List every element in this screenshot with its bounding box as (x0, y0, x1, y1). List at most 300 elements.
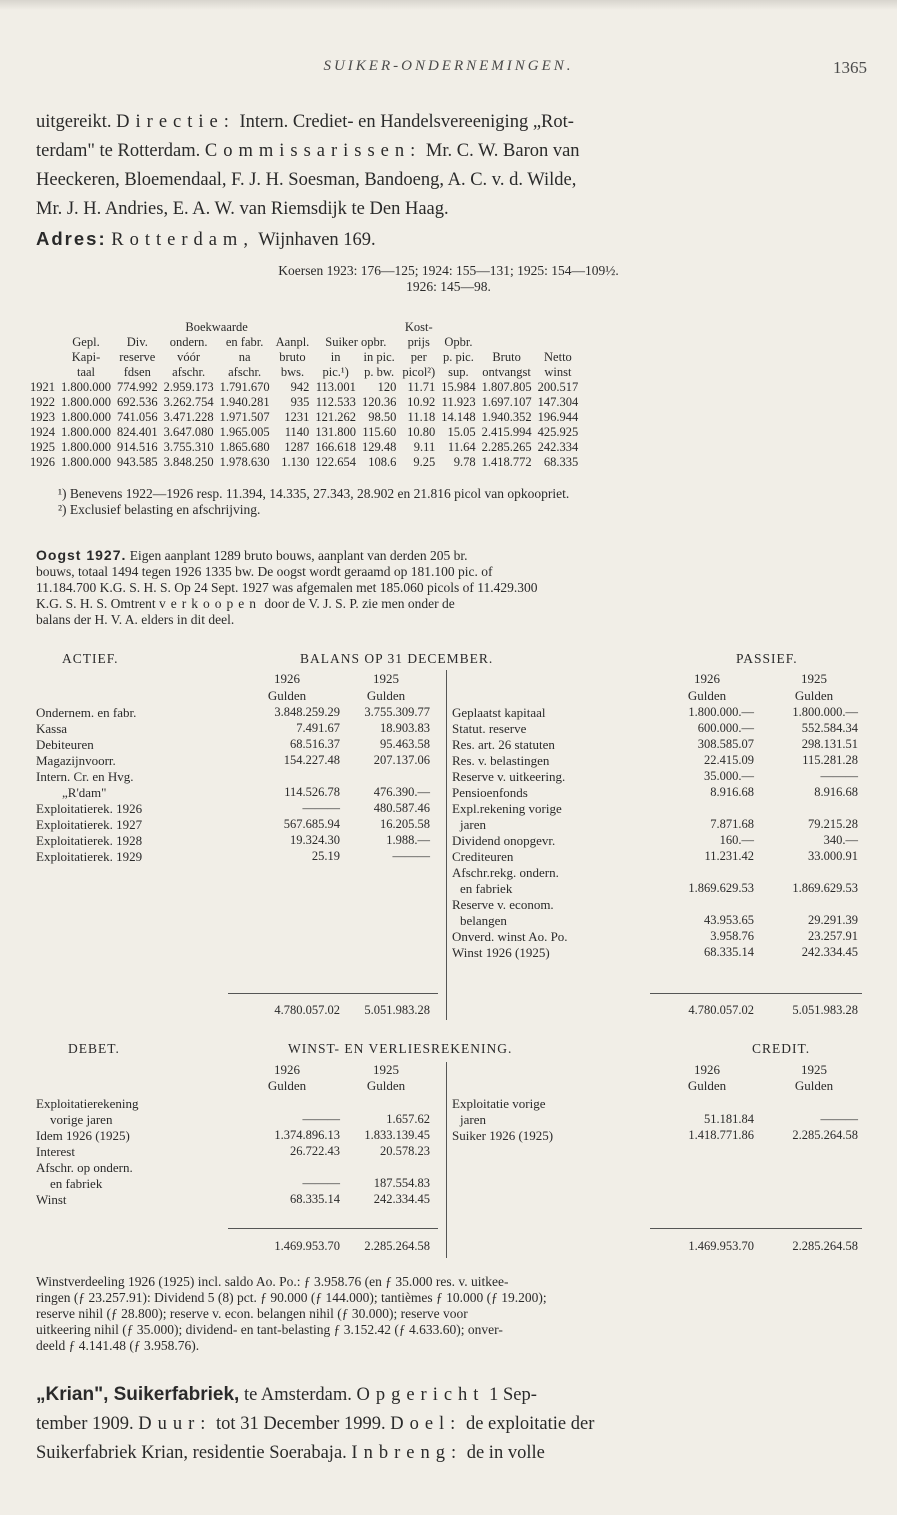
table-cell: 3.755.310 (163, 440, 214, 454)
year-cell: 1924 (30, 425, 55, 439)
winstverdeeling-line: deeld ƒ 4.141.48 (ƒ 3.958.76). (36, 1338, 200, 1353)
col-year-1926: 1926 (274, 671, 300, 686)
table-cell: 15.05 (447, 425, 476, 439)
list-item: Dividend onopgevr. (452, 833, 556, 848)
krian-text: 1 Sep- (489, 1385, 537, 1405)
table-cell: 129.48 (361, 440, 397, 454)
list-item: Exploitatierek. 1927 (36, 817, 143, 832)
table-cell: 935 (290, 395, 310, 409)
table-cell: 196.944 (537, 410, 579, 424)
year-cell: 1923 (30, 410, 55, 424)
table-cell: 108.6 (368, 455, 397, 469)
table-cell: 1140 (284, 425, 310, 439)
table-row (30, 440, 581, 455)
intro-line-4: Mr. J. H. Andries, E. A. W. van Riemsdijk te Den Haag. (36, 199, 449, 219)
total-rule (228, 993, 438, 994)
winstverdeeling-line: Winstverdeeling 1926 (1925) incl. saldo Ao. Po.: ƒ 3.958.76 (en ƒ 35.000 res. v. uitkee- (36, 1274, 509, 1289)
adres-street: Wijnhaven 169. (258, 230, 376, 250)
value-1926: 160.— (719, 833, 754, 847)
krian-text: de in volle (466, 1443, 545, 1463)
header-cell: afschr. (172, 365, 206, 379)
list-item: Interest (36, 1144, 75, 1159)
table-cell: 1.697.107 (481, 395, 532, 409)
value-1925: 298.131.51 (801, 737, 858, 751)
list-item: Afschr. op ondern. (36, 1160, 133, 1175)
table-cell: 3.848.250 (163, 455, 214, 469)
running-header: SUIKER-ONDERNEMINGEN. (323, 58, 574, 74)
header-cell: Aanpl. (275, 335, 310, 349)
header-cell: na (238, 350, 251, 364)
krian-text: te Amsterdam. (243, 1385, 352, 1405)
krian-line-3 (36, 1439, 866, 1468)
header-cell: sup. (448, 365, 469, 379)
value-1925: 340.— (823, 833, 858, 847)
value-1926: 114.526.78 (284, 785, 340, 799)
oogst-line-4 (36, 596, 866, 612)
value-1925: 207.137.06 (373, 753, 430, 767)
intro-text: uitgereikt. (36, 112, 112, 132)
col-year-1926: 1926 (694, 1062, 720, 1077)
value-1925: 33.000.91 (808, 849, 858, 863)
header-cell: Boekwaarde (185, 320, 248, 334)
table-cell: 122.654 (315, 455, 356, 469)
col-unit: Gulden (366, 688, 406, 703)
year-cell: 1921 (30, 380, 55, 394)
header-cell: Opbr. (444, 335, 473, 349)
header-cell: picol²) (402, 365, 436, 379)
header-cell: in pic. (363, 350, 395, 364)
header-cell: Bruto (492, 350, 521, 364)
value-1925: 187.554.83 (373, 1176, 430, 1190)
oogst-line-5: balans der H. V. A. elders in dit deel. (36, 612, 235, 627)
intro-text: terdam" te Rotterdam. (36, 141, 201, 161)
adres-line (36, 224, 866, 255)
table-cell: 2.285.265 (481, 440, 532, 454)
list-item: Debiteuren (36, 737, 94, 752)
value-1925: 242.334.45 (801, 945, 858, 959)
table-cell: 1.800.000 (61, 425, 111, 439)
table-cell: 914.516 (117, 440, 158, 454)
table-cell: 15.984 (441, 380, 476, 394)
value-1926: 43.953.65 (704, 913, 754, 927)
list-item: Intern. Cr. en Hvg. (36, 769, 134, 784)
value-1925: 1.869.629.53 (792, 881, 858, 895)
duur-label: Duur: (138, 1414, 212, 1434)
scan-edge (0, 0, 897, 10)
credit-heading: CREDIT. (752, 1041, 811, 1056)
value-1925: 20.578.23 (380, 1144, 430, 1158)
table-cell: 131.800 (315, 425, 356, 439)
table-cell: 11.64 (447, 440, 476, 454)
inbreng-label: Inbreng: (351, 1443, 463, 1463)
table-row (30, 380, 581, 395)
list-item: Statut. reserve (452, 721, 527, 736)
header-cell: bruto (279, 350, 306, 364)
actief-heading: ACTIEF. (62, 651, 119, 666)
value-1926: 3.958.76 (710, 929, 754, 943)
col-unit: Gulden (267, 1078, 307, 1093)
commissarissen-label: Commissarissen: (204, 141, 422, 161)
table-row (30, 410, 581, 425)
balans-divider (446, 670, 447, 1020)
value-1926: ——— (302, 1176, 340, 1190)
table-cell: 200.517 (537, 380, 579, 394)
table-cell: 147.304 (537, 395, 579, 409)
value-1925: 552.584.34 (801, 721, 858, 735)
company-name: „Krian", Suikerfabriek, (36, 1384, 240, 1405)
year-cell: 1925 (30, 440, 55, 454)
key-figures-table (30, 320, 581, 470)
value-1926: 7.491.67 (296, 721, 340, 735)
table-cell: 1.940.281 (219, 395, 270, 409)
value-1926: 600.000.— (697, 721, 754, 735)
koersen-line: Koersen 1923: 176—125; 1924: 155—131; 1925: 154—109½. (278, 263, 619, 278)
value-1926: 26.722.43 (290, 1144, 340, 1158)
table-cell: 10.92 (407, 395, 436, 409)
table-cell: 1.418.772 (481, 455, 532, 469)
table-cell: 1.965.005 (219, 425, 270, 439)
oogst-paragraph (36, 547, 866, 628)
winst-heading: WINST- EN VERLIESREKENING. (288, 1041, 513, 1056)
value-1926: 68.516.37 (290, 737, 340, 751)
winstverdeeling-line: uitkeering nihil (ƒ 35.000); dividend- en tant-belasting ƒ 3.152.42 (ƒ 4.633.60); onver- (36, 1322, 503, 1337)
value-1925: 242.334.45 (373, 1192, 430, 1206)
oogst-line-2: bouws, totaal 1494 tegen 1926 1335 bw. De oogst wordt geraamd op 181.100 pic. of (36, 564, 493, 579)
table-header-row (30, 320, 581, 335)
table-cell: 2.959.173 (163, 380, 214, 394)
header-cell: en fabr. (225, 335, 264, 349)
value-1925: 115.281.28 (802, 753, 858, 767)
table-cell: 11.18 (407, 410, 436, 424)
value-1925: 1.800.000.— (792, 705, 858, 719)
list-item: Pensioenfonds (452, 785, 528, 800)
intro-line-1 (36, 108, 866, 137)
total-rule (228, 1228, 438, 1229)
col-year-1926: 1926 (274, 1062, 300, 1077)
table-cell: 1.800.000 (61, 455, 111, 469)
list-item: Exploitatierekening (36, 1096, 139, 1111)
oogst-spaced-word: verkoopen (159, 596, 261, 611)
krian-text: tot 31 December 1999. (216, 1414, 386, 1434)
directie-label: Directie: (116, 112, 235, 132)
header-cell: afschr. (228, 365, 262, 379)
table-cell: 121.262 (315, 410, 356, 424)
table-cell: 112.533 (315, 395, 356, 409)
value-1926: ——— (302, 801, 340, 815)
col-year-1925: 1925 (801, 1062, 827, 1077)
value-1925: 476.390.— (373, 785, 430, 799)
oogst-label: Oogst 1927. (36, 547, 127, 563)
krian-text: de exploitatie der (465, 1414, 595, 1434)
table-cell: 1.807.805 (481, 380, 532, 394)
doel-label: Doel: (390, 1414, 462, 1434)
balans-heading: BALANS OP 31 DECEMBER. (300, 651, 494, 666)
value-1925: 1.657.62 (386, 1112, 430, 1126)
year-cell: 1922 (30, 395, 55, 409)
oogst-text: door de V. J. S. P. zie men onder de (264, 596, 455, 611)
table-header-row (30, 335, 581, 350)
intro-line-3: Heeckeren, Bloemendaal, F. J. H. Soesman, Bandoeng, A. C. v. d. Wilde, (36, 170, 577, 190)
table-cell: 943.585 (117, 455, 158, 469)
header-cell: taal (76, 365, 96, 379)
value-1925: 480.587.46 (373, 801, 430, 815)
value-1926: 3.848.259.29 (274, 705, 340, 719)
value-1926: 51.181.84 (704, 1112, 754, 1126)
table-cell: 1.791.670 (219, 380, 270, 394)
intro-text: Mr. C. W. Baron van (425, 141, 580, 161)
value-1925: ——— (392, 849, 430, 863)
list-item: Winst 1926 (1925) (452, 945, 550, 960)
value-1925: 3.755.309.77 (364, 705, 430, 719)
winst-divider (446, 1062, 447, 1258)
list-item: Afschr.rekg. ondern. (452, 865, 559, 880)
winstverdeeling-line: reserve nihil (ƒ 28.800); reserve v. econ. belangen nihil (ƒ 30.000); reserve voor (36, 1306, 468, 1321)
value-1926: 22.415.09 (704, 753, 754, 767)
value-1925: 2.285.264.58 (792, 1128, 858, 1142)
col-year-1925: 1925 (373, 671, 399, 686)
footnote-2: ²) Exclusief belasting en afschrijving. (58, 502, 261, 517)
table-cell: 1.800.000 (61, 380, 111, 394)
total-actief-1925: 5.051.983.28 (364, 1003, 430, 1017)
table-cell: 3.262.754 (163, 395, 214, 409)
list-item: Exploitatierek. 1929 (36, 849, 143, 864)
table-cell: 774.992 (117, 380, 158, 394)
table-cell: 741.056 (117, 410, 158, 424)
krian-paragraph (36, 1380, 866, 1468)
adres-city: Rotterdam, (111, 230, 254, 250)
table-cell: 1.800.000 (61, 395, 111, 409)
col-unit: Gulden (366, 1078, 406, 1093)
year-cell: 1926 (30, 455, 55, 469)
footnote-1: ¹) Benevens 1922—1926 resp. 11.394, 14.335, 27.343, 28.902 en 21.816 picol van opkoopriet. (58, 486, 570, 501)
header-cell: p. bw. (364, 365, 395, 379)
header-cell: winst (544, 365, 572, 379)
value-1926: 1.869.629.53 (688, 881, 754, 895)
value-1925: 95.463.58 (380, 737, 430, 751)
total-credit-1925: 2.285.264.58 (792, 1239, 858, 1253)
value-1926: 567.685.94 (283, 817, 340, 831)
krian-text: tember 1909. (36, 1414, 134, 1434)
oogst-text: K.G. S. H. S. Omtrent (36, 596, 156, 611)
table-cell: 9.25 (413, 455, 436, 469)
header-cell: vóór (177, 350, 201, 364)
value-1925: ——— (820, 769, 858, 783)
table-cell: 1.130 (281, 455, 310, 469)
table-header-row (30, 365, 581, 380)
oogst-line-3: 11.184.700 K.G. S. H. S. Op 24 Sept. 1927 was afgemalen met 185.060 picols of 11.429.300 (36, 580, 538, 595)
table-cell: 1231 (284, 410, 310, 424)
list-item: Idem 1926 (1925) (36, 1128, 130, 1143)
table-cell: 242.334 (537, 440, 579, 454)
value-1925: 8.916.68 (814, 785, 858, 799)
list-item: Kassa (36, 721, 68, 736)
value-1926: 68.335.14 (290, 1192, 340, 1206)
col-unit: Gulden (794, 688, 834, 703)
list-item: Exploitatierek. 1926 (36, 801, 143, 816)
header-cell: Suiker opbr. (325, 335, 387, 349)
table-cell: 1.971.507 (219, 410, 270, 424)
total-rule (650, 1228, 862, 1229)
header-cell: Div. (126, 335, 148, 349)
total-debet-1926: 1.469.953.70 (274, 1239, 340, 1253)
total-actief-1926: 4.780.057.02 (274, 1003, 340, 1017)
list-item: „R'dam" (62, 785, 107, 800)
col-year-1925: 1925 (373, 1062, 399, 1077)
table-header-row (30, 350, 581, 365)
table-cell: 1.800.000 (61, 440, 111, 454)
list-item: Res. art. 26 statuten (452, 737, 555, 752)
col-year-1926: 1926 (694, 671, 720, 686)
list-item: Res. v. belastingen (452, 753, 550, 768)
list-item: Expl.rekening vorige (452, 801, 562, 816)
header-cell: pic.¹) (322, 365, 349, 379)
total-rule (650, 993, 862, 994)
list-item: Exploitatie vorige (452, 1096, 546, 1111)
total-debet-1925: 2.285.264.58 (364, 1239, 430, 1253)
list-item: belangen (460, 913, 507, 928)
header-cell: fdsen (123, 365, 151, 379)
list-item: Geplaatst kapitaal (452, 705, 546, 720)
krian-text: Suikerfabriek Krian, residentie Soerabaja. (36, 1443, 347, 1463)
table-cell: 11.71 (407, 380, 436, 394)
value-1926: 1.800.000.— (688, 705, 754, 719)
table-cell: 10.80 (407, 425, 436, 439)
table-cell: 68.335 (543, 455, 579, 469)
col-unit: Gulden (687, 1078, 727, 1093)
header-cell: Gepl. (72, 335, 100, 349)
value-1926: 1.374.896.13 (274, 1128, 340, 1142)
list-item: Reserve v. uitkeering. (452, 769, 566, 784)
table-cell: 425.925 (537, 425, 579, 439)
col-year-1925: 1925 (801, 671, 827, 686)
value-1925: ——— (820, 1112, 858, 1126)
header-cell: Kapi- (71, 350, 101, 364)
krian-line-2 (36, 1410, 866, 1439)
value-1926: 25.19 (311, 849, 340, 863)
value-1926: 68.335.14 (704, 945, 754, 959)
header-cell: ontvangst (482, 365, 531, 379)
value-1925: 79.215.28 (808, 817, 858, 831)
oogst-line-1 (36, 547, 866, 564)
table-cell: 942 (290, 380, 310, 394)
list-item: Crediteuren (452, 849, 514, 864)
header-cell: Netto (544, 350, 572, 364)
value-1925: 1.833.139.45 (364, 1128, 430, 1142)
page-number: 1365 (833, 58, 867, 77)
value-1926: 1.418.771.86 (688, 1128, 754, 1142)
table-cell: 11.923 (441, 395, 476, 409)
table-cell: 9.11 (413, 440, 436, 454)
value-1926: 8.916.68 (710, 785, 754, 799)
table-cell: 120.36 (361, 395, 397, 409)
oogst-text: Eigen aanplant 1289 bruto bouws, aanplant van derden 205 br. (129, 548, 468, 563)
table-row (30, 395, 581, 410)
total-passief-1925: 5.051.983.28 (792, 1003, 858, 1017)
value-1926: ——— (302, 1112, 340, 1126)
table-cell: 1.978.630 (219, 455, 270, 469)
winstverdeeling-line: ringen (ƒ 23.257.91): Dividend 5 (8) pct. ƒ 90.000 (ƒ 144.000); tantièmes ƒ 10.000 (ƒ 19.200); (36, 1290, 547, 1305)
table-cell: 824.401 (117, 425, 158, 439)
list-item: vorige jaren (50, 1112, 113, 1127)
header-cell: reserve (119, 350, 156, 364)
total-credit-1926: 1.469.953.70 (688, 1239, 754, 1253)
list-item: Exploitatierek. 1928 (36, 833, 143, 848)
winstverdeeling-paragraph (36, 1274, 866, 1354)
list-item: Winst (36, 1192, 67, 1207)
koersen-line-2: 1926: 145—98. (406, 279, 491, 294)
krian-line-1 (36, 1380, 866, 1410)
list-item: jaren (460, 1112, 486, 1127)
debet-heading: DEBET. (68, 1041, 120, 1056)
passief-heading: PASSIEF. (736, 651, 798, 666)
intro-text: Intern. Crediet- en Handelsvereeniging „Rot- (239, 112, 574, 132)
col-unit: Gulden (794, 1078, 834, 1093)
opgericht-label: Opgericht (356, 1385, 485, 1405)
table-row (30, 425, 581, 440)
table-cell: 113.001 (315, 380, 356, 394)
list-item: en fabriek (50, 1176, 103, 1191)
col-unit: Gulden (687, 688, 727, 703)
intro-paragraph (36, 108, 866, 255)
value-1926: 11.231.42 (704, 849, 754, 863)
header-cell: p. pic. (442, 350, 474, 364)
value-1925: 23.257.91 (808, 929, 858, 943)
table-cell: 1.865.680 (219, 440, 270, 454)
list-item: Suiker 1926 (1925) (452, 1128, 554, 1143)
table-cell: 3.471.228 (163, 410, 214, 424)
total-passief-1926: 4.780.057.02 (688, 1003, 754, 1017)
table-cell: 14.148 (441, 410, 476, 424)
value-1926: 7.871.68 (710, 817, 754, 831)
table-cell: 692.536 (117, 395, 158, 409)
value-1925: 1.988.— (386, 833, 430, 847)
header-cell: ondern. (169, 335, 208, 349)
intro-line-2 (36, 137, 866, 166)
header-cell: bws. (280, 365, 305, 379)
table-row (30, 455, 581, 470)
value-1925: 18.903.83 (380, 721, 430, 735)
table-cell: 2.415.994 (481, 425, 532, 439)
list-item: Ondernem. en fabr. (36, 705, 137, 720)
list-item: Onverd. winst Ao. Po. (452, 929, 568, 944)
header-cell: in (330, 350, 341, 364)
table-cell: 1287 (284, 440, 310, 454)
col-unit: Gulden (267, 688, 307, 703)
table-cell: 3.647.080 (163, 425, 214, 439)
table-cell: 115.60 (362, 425, 397, 439)
table-cell: 1.800.000 (61, 410, 111, 424)
list-item: en fabriek (460, 881, 513, 896)
value-1926: 19.324.30 (290, 833, 340, 847)
table-cell: 166.618 (315, 440, 356, 454)
list-item: Magazijnvoorr. (36, 753, 116, 768)
header-cell: prijs (407, 335, 430, 349)
adres-label: Adres: (36, 228, 107, 249)
value-1925: 29.291.39 (808, 913, 858, 927)
value-1925: 16.205.58 (380, 817, 430, 831)
table-cell: 120 (377, 380, 397, 394)
value-1926: 35.000.— (704, 769, 754, 783)
header-cell: per (410, 350, 427, 364)
list-item: jaren (460, 817, 486, 832)
table-cell: 9.78 (453, 455, 476, 469)
header-cell: Kost- (404, 320, 433, 334)
table-cell: 98.50 (368, 410, 397, 424)
list-item: Reserve v. econom. (452, 897, 554, 912)
table-cell: 1.940.352 (481, 410, 532, 424)
value-1926: 154.227.48 (283, 753, 340, 767)
value-1926: 308.585.07 (697, 737, 754, 751)
